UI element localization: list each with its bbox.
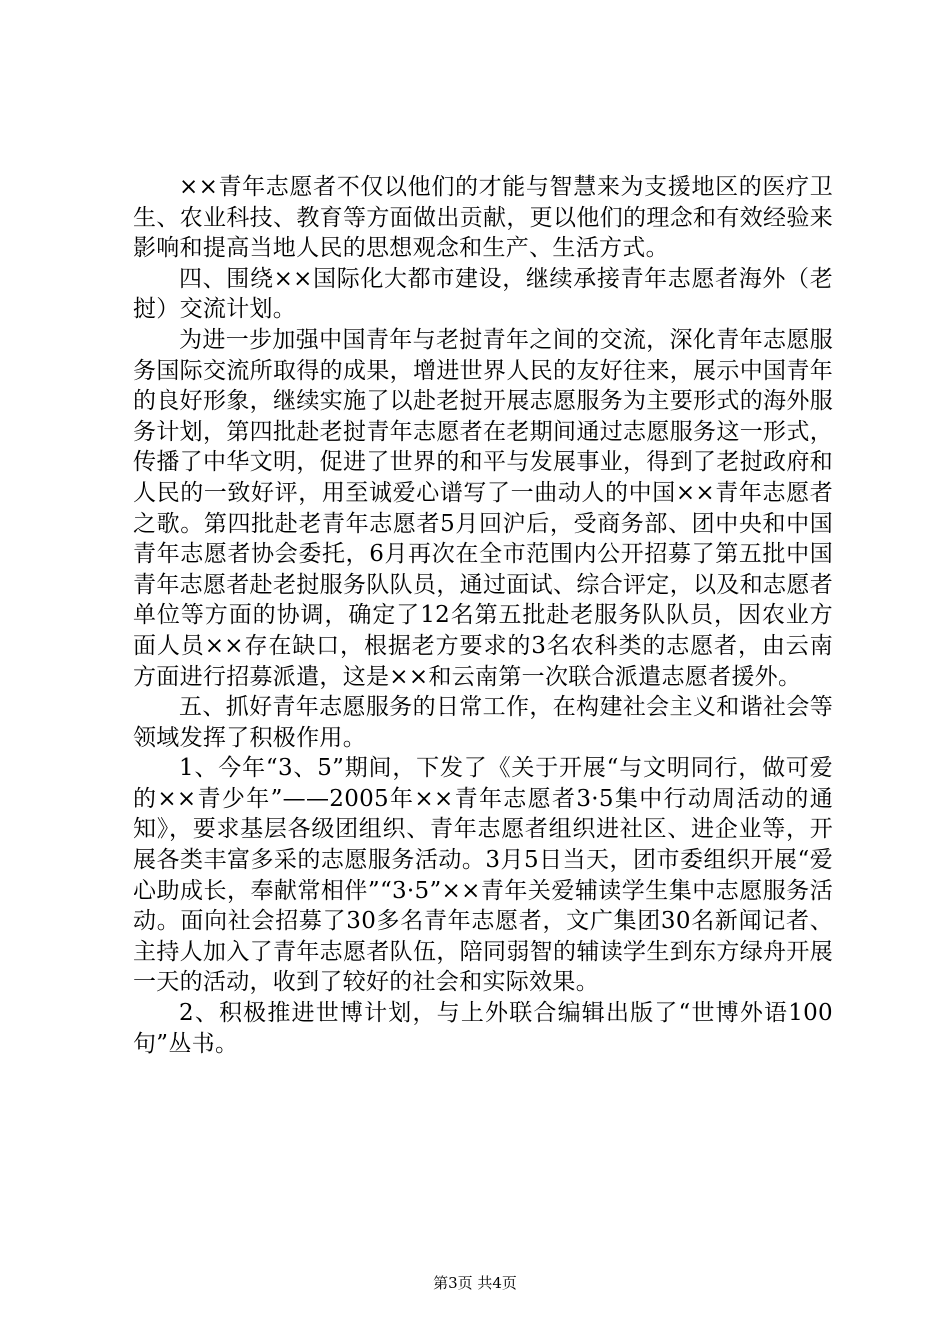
paragraph-section-five-heading: 五、抓好青年志愿服务的日常工作，在构建社会主义和谐社会等领域发挥了积极作用。 xyxy=(133,694,833,751)
page-number-footer: 第3页 共4页 xyxy=(433,1274,517,1292)
paragraph-item-one: 1、今年“3、5”期间，下发了《关于开展“与文明同行，做可爱的××青少年”——2005年××青年志愿者3·5集中行动周活动的通知》，要求基层各级团组织、青年志愿者组织进社区、进企业等，开展各类丰富多采的志愿服务活动。3月5日当天，团市委组织开展“爱心助成长，奉献常相伴”“3·5”××青年关爱辅读学生集中志愿服务活动。面向社会招募了30多名青年志愿者，文广集团30名新闻记者、主持人加入了青年志愿者队伍，陪同弱智的辅读学生到东方绿舟开展一天的活动，收到了较好的社会和实际效果。 xyxy=(133,755,833,996)
paragraph-volunteer-contribution: ××青年志愿者不仅以他们的才能与智慧来为支援地区的医疗卫生、农业科技、教育等方面做出贡献，更以他们的理念和有效经验来影响和提高当地人民的思想观念和生产、生活方式。 xyxy=(133,174,833,262)
paragraph-section-four-heading: 四、围绕××国际化大都市建设，继续承接青年志愿者海外（老挝）交流计划。 xyxy=(133,265,833,323)
paragraph-laos-exchange: 为进一步加强中国青年与老挝青年之间的交流，深化青年志愿服务国际交流所取得的成果，增进世界人民的友好往来，展示中国青年的良好形象，继续实施了以赴老挝开展志愿服务为主要形式的海外服务计划，第四批赴老挝青年志愿者在老期间通过志愿服务这一形式，传播了中华文明，促进了世界的和平与发展事业，得到了老挝政府和人民的一致好评，用至诚爱心谱写了一曲动人的中国××青年志愿者之歌。第四批赴老青年志愿者5月回沪后，受商务部、团中央和中国青年志愿者协会委托，6月再次在全市范围内公开招募了第五批中国青年志愿者赴老挝服务队队员，通过面试、综合评定，以及和志愿者单位等方面的协调，确定了12名第五批赴老服务队队员，因农业方面人员××存在缺口，根据老方要求的3名农科类的志愿者，由云南方面进行招募派遣，这是××和云南第一次联合派遣志愿者援外。 xyxy=(133,326,833,690)
paragraph-item-two: 2、积极推进世博计划，与上外联合编辑出版了“世博外语100句”丛书。 xyxy=(133,1000,833,1057)
document-body xyxy=(133,172,833,1059)
